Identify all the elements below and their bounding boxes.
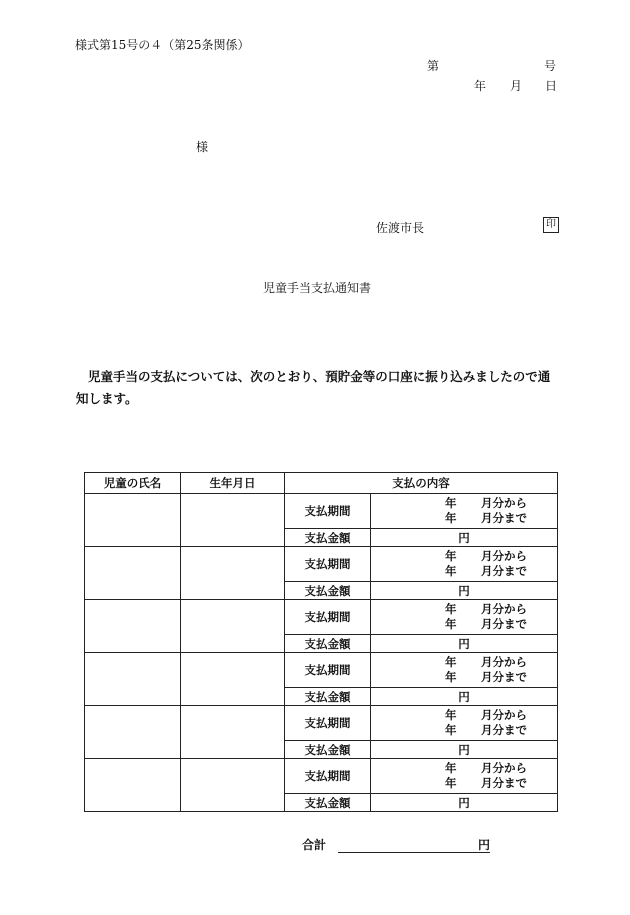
doc-number-suffix: 号 bbox=[544, 59, 557, 73]
total-label: 合計 bbox=[302, 838, 327, 852]
payment-period-cell[interactable] bbox=[371, 494, 558, 529]
period-from-year-unit: 年 bbox=[445, 708, 457, 722]
table-row bbox=[85, 600, 558, 635]
payment-table-body bbox=[85, 494, 558, 812]
form-code: 様式第15号の４（第25条関係） bbox=[75, 38, 250, 52]
period-from-line bbox=[371, 655, 557, 670]
date-day-label: 日 bbox=[545, 79, 558, 93]
period-to-line bbox=[371, 617, 557, 632]
child-name-cell[interactable] bbox=[85, 653, 181, 706]
period-from-text: 月分から bbox=[481, 602, 527, 616]
period-from-year-unit: 年 bbox=[445, 655, 457, 669]
birth-date-cell[interactable] bbox=[181, 494, 285, 547]
period-from-year-unit: 年 bbox=[445, 496, 457, 510]
header-child-name: 児童の氏名 bbox=[85, 473, 181, 494]
payment-period-label: 支払期間 bbox=[285, 600, 371, 635]
document-title: 児童手当支払通知書 bbox=[263, 281, 372, 295]
payment-period-cell[interactable] bbox=[371, 759, 558, 794]
period-from-text: 月分から bbox=[481, 761, 527, 775]
payment-period-label: 支払期間 bbox=[285, 547, 371, 582]
period-to-line bbox=[371, 511, 557, 526]
child-name-cell[interactable] bbox=[85, 600, 181, 653]
payment-amount-label: 支払金額 bbox=[285, 635, 371, 653]
period-to-line bbox=[371, 776, 557, 791]
payment-period-cell[interactable] bbox=[371, 653, 558, 688]
total-yen-unit: 円 bbox=[478, 838, 491, 852]
header-birth-date: 生年月日 bbox=[181, 473, 285, 494]
date-month-label: 月 bbox=[510, 79, 523, 93]
period-from-year-unit: 年 bbox=[445, 761, 457, 775]
period-from-text: 月分から bbox=[481, 708, 527, 722]
period-from-line bbox=[371, 549, 557, 564]
payment-table bbox=[84, 472, 558, 812]
table-row bbox=[85, 759, 558, 794]
table-row bbox=[85, 494, 558, 529]
period-to-text: 月分まで bbox=[481, 670, 527, 684]
period-to-year-unit: 年 bbox=[445, 723, 457, 737]
payment-amount-label: 支払金額 bbox=[285, 741, 371, 759]
period-to-line bbox=[371, 670, 557, 685]
table-row bbox=[85, 706, 558, 741]
child-name-cell[interactable] bbox=[85, 759, 181, 812]
payment-amount-cell[interactable]: 円 bbox=[371, 688, 558, 706]
period-to-text: 月分まで bbox=[481, 511, 527, 525]
period-to-text: 月分まで bbox=[481, 564, 527, 578]
child-name-cell[interactable] bbox=[85, 547, 181, 600]
payment-period-cell[interactable] bbox=[371, 600, 558, 635]
period-from-text: 月分から bbox=[481, 549, 527, 563]
period-from-text: 月分から bbox=[481, 496, 527, 510]
table-row bbox=[85, 653, 558, 688]
header-payment-details: 支払の内容 bbox=[285, 473, 558, 494]
payment-amount-label: 支払金額 bbox=[285, 582, 371, 600]
payment-amount-cell[interactable]: 円 bbox=[371, 582, 558, 600]
birth-date-cell[interactable] bbox=[181, 706, 285, 759]
period-from-year-unit: 年 bbox=[445, 549, 457, 563]
notice-body-text: 児童手当の支払については、次のとおり、預貯金等の口座に振り込みましたので通知します。 bbox=[76, 369, 551, 406]
payment-amount-label: 支払金額 bbox=[285, 688, 371, 706]
period-from-text: 月分から bbox=[481, 655, 527, 669]
payment-amount-label: 支払金額 bbox=[285, 794, 371, 812]
period-to-year-unit: 年 bbox=[445, 776, 457, 790]
child-name-cell[interactable] bbox=[85, 494, 181, 547]
period-to-text: 月分まで bbox=[481, 723, 527, 737]
birth-date-cell[interactable] bbox=[181, 600, 285, 653]
payment-amount-cell[interactable]: 円 bbox=[371, 529, 558, 547]
payment-period-label: 支払期間 bbox=[285, 759, 371, 794]
issuer-name: 佐渡市長 bbox=[376, 221, 425, 235]
payment-period-cell[interactable] bbox=[371, 706, 558, 741]
period-from-line bbox=[371, 708, 557, 723]
table-header-row bbox=[85, 473, 558, 494]
period-to-text: 月分まで bbox=[481, 776, 527, 790]
payment-amount-cell[interactable]: 円 bbox=[371, 635, 558, 653]
date-year-label: 年 bbox=[474, 79, 487, 93]
period-from-line bbox=[371, 761, 557, 776]
period-to-year-unit: 年 bbox=[445, 617, 457, 631]
birth-date-cell[interactable] bbox=[181, 653, 285, 706]
period-to-year-unit: 年 bbox=[445, 564, 457, 578]
period-from-line bbox=[371, 602, 557, 617]
period-to-year-unit: 年 bbox=[445, 511, 457, 525]
period-to-line bbox=[371, 723, 557, 738]
period-from-year-unit: 年 bbox=[445, 602, 457, 616]
payment-period-label: 支払期間 bbox=[285, 494, 371, 529]
doc-number-prefix: 第 bbox=[427, 59, 440, 73]
period-from-line bbox=[371, 496, 557, 511]
birth-date-cell[interactable] bbox=[181, 547, 285, 600]
payment-amount-label: 支払金額 bbox=[285, 529, 371, 547]
period-to-line bbox=[371, 564, 557, 579]
birth-date-cell[interactable] bbox=[181, 759, 285, 812]
table-row bbox=[85, 547, 558, 582]
period-to-year-unit: 年 bbox=[445, 670, 457, 684]
seal-mark: 印 bbox=[543, 217, 559, 233]
total-amount-line[interactable] bbox=[338, 852, 490, 853]
child-name-cell[interactable] bbox=[85, 706, 181, 759]
payment-period-label: 支払期間 bbox=[285, 706, 371, 741]
payment-period-label: 支払期間 bbox=[285, 653, 371, 688]
recipient-honorific: 様 bbox=[196, 140, 209, 154]
period-to-text: 月分まで bbox=[481, 617, 527, 631]
payment-amount-cell[interactable]: 円 bbox=[371, 741, 558, 759]
payment-amount-cell[interactable]: 円 bbox=[371, 794, 558, 812]
payment-period-cell[interactable] bbox=[371, 547, 558, 582]
